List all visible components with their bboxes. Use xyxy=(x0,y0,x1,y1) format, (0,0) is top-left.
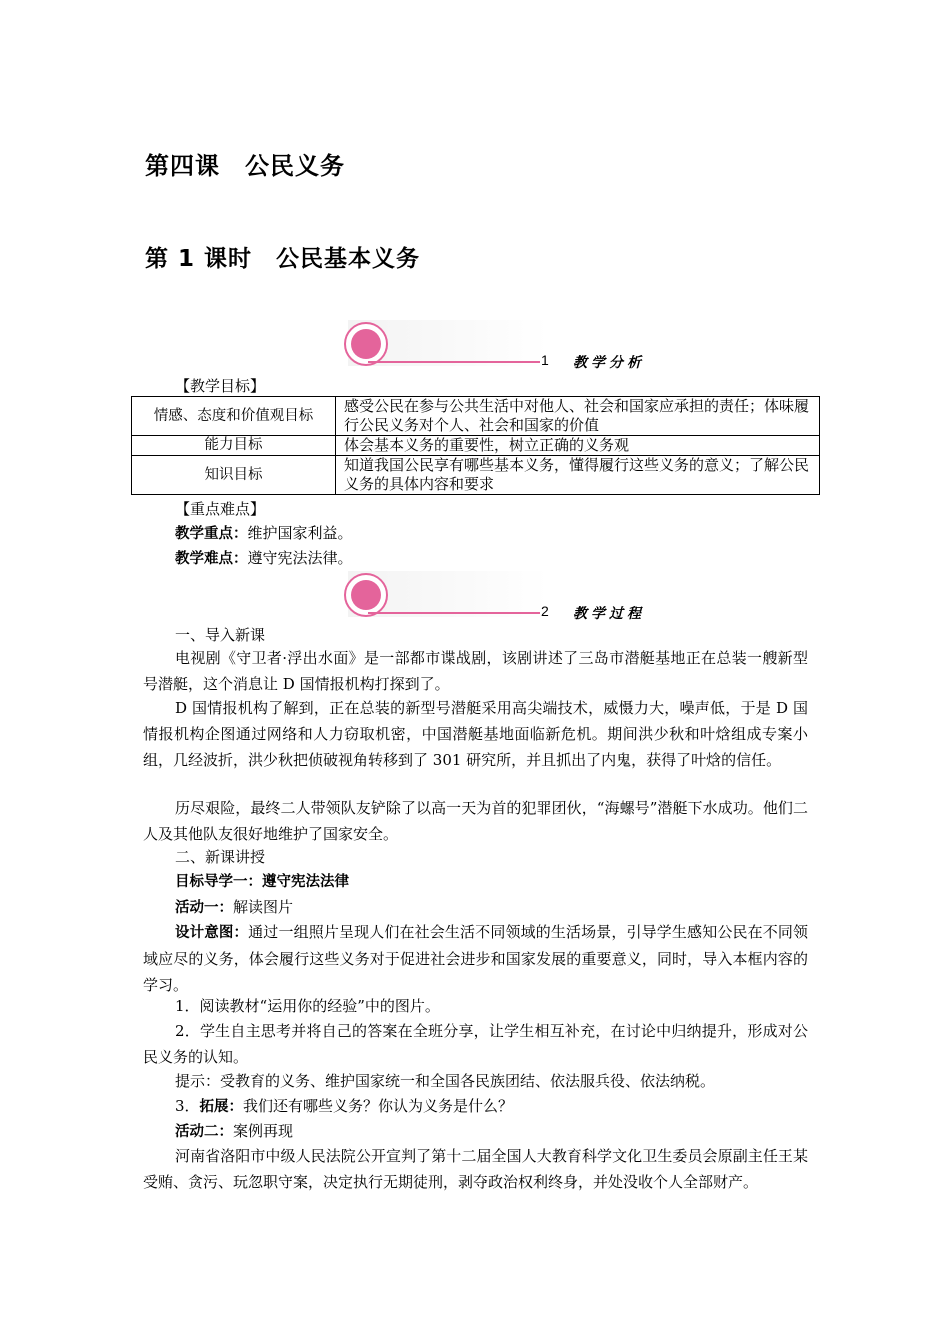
section-banner-analysis xyxy=(340,320,670,376)
section-banner-process xyxy=(340,571,670,627)
teaching-difficulty: 教学难点：遵守宪法法律。 xyxy=(175,549,353,567)
intro-paragraph: 历尽艰险，最终二人带领队友铲除了以高一天为首的犯罪团伙，“海螺号”潜艇下水成功。他们二人及其他队友很好地维护了国家安全。 xyxy=(143,799,808,843)
period-title: 第 1 课时 公民基本义务 xyxy=(145,246,421,272)
intro-paragraph: 电视剧《守卫者·浮出水面》是一部都市谍战剧，该剧讲述了三岛市潜艇基地正在总装一艘新型号潜艇，这个消息让 D 国情报机构打探到了。 xyxy=(143,649,808,693)
goals-label: 【教学目标】 xyxy=(175,377,266,395)
goal-key: 情感、态度和价值观目标 xyxy=(132,397,336,436)
step-two: 2．学生自主思考并将自己的答案在全班分享，让学生相互补充，在讨论中归纳提升，形成对公民义务的认知。 xyxy=(143,1022,808,1066)
goal-key: 能力目标 xyxy=(132,436,336,456)
hint-text: 提示：受教育的义务、维护国家统一和全国各民族团结、依法服兵役、依法纳税。 xyxy=(175,1072,716,1090)
activity-two: 活动二：案例再现 xyxy=(175,1122,294,1140)
goal-value: 知道我国公民享有哪些基本义务，懂得履行这些义务的意义；了解公民义务的具体内容和要求 xyxy=(336,456,820,495)
pink-dot-icon xyxy=(351,580,381,610)
teaching-goals-table xyxy=(131,396,820,495)
target-heading: 目标导学一：遵守宪法法律 xyxy=(175,874,349,890)
goal-value: 感受公民在参与公共生活中对他人、社会和国家应承担的责任；体味履行公民义务对个人、社会和国家的价值 xyxy=(336,397,820,436)
teaching-focus: 教学重点：维护国家利益。 xyxy=(175,524,353,542)
goal-value: 体会基本义务的重要性，树立正确的义务观 xyxy=(336,436,820,456)
section-number: 2 xyxy=(541,603,549,619)
table-row xyxy=(132,397,820,436)
activity-one: 活动一：解读图片 xyxy=(175,898,294,916)
keypoints-label: 【重点难点】 xyxy=(175,500,266,518)
design-intent: 设计意图：通过一组照片呈现人们在社会生活不同领域的生活场景，引导学生感知公民在不同领域应尽的义务，体会履行这些义务对于促进社会进步和国家发展的重要意义，同时，导入本框内容的学习。 xyxy=(143,923,808,994)
pink-dot-icon xyxy=(351,329,381,359)
goal-key: 知识目标 xyxy=(132,456,336,495)
table-row xyxy=(132,456,820,495)
section-title: 教学分析 xyxy=(573,355,645,371)
case-paragraph: 河南省洛阳市中级人民法院公开宣判了第十二届全国人大教育科学文化卫生委员会原副主任王某受贿、贪污、玩忽职守案，决定执行无期徒刑，剥夺政治权利终身，并处没收个人全部财产。 xyxy=(143,1147,808,1191)
table-row xyxy=(132,436,820,456)
step-one: 1．阅读教材“运用你的经验”中的图片。 xyxy=(175,997,440,1015)
intro-heading: 一、导入新课 xyxy=(175,626,266,644)
section-title: 教学过程 xyxy=(573,606,645,622)
section-number: 1 xyxy=(541,352,549,368)
intro-paragraph: D 国情报机构了解到，正在总装的新型号潜艇采用高尖端技术，威慑力大，噪声低，于是 D 国情报机构企图通过网络和人力窃取机密，中国潜艇基地面临新危机。期间洪少秋和叶焓组成专案小组，几经波折，洪少秋把侦破视角转移到了 301 研究所，并且抓出了内鬼，获得了叶焓的信任。 xyxy=(143,699,808,769)
step-three: 3．拓展：我们还有哪些义务？你认为义务是什么？ xyxy=(175,1097,514,1115)
new-lesson-heading: 二、新课讲授 xyxy=(175,848,266,866)
lesson-title: 第四课 公民义务 xyxy=(145,152,345,180)
